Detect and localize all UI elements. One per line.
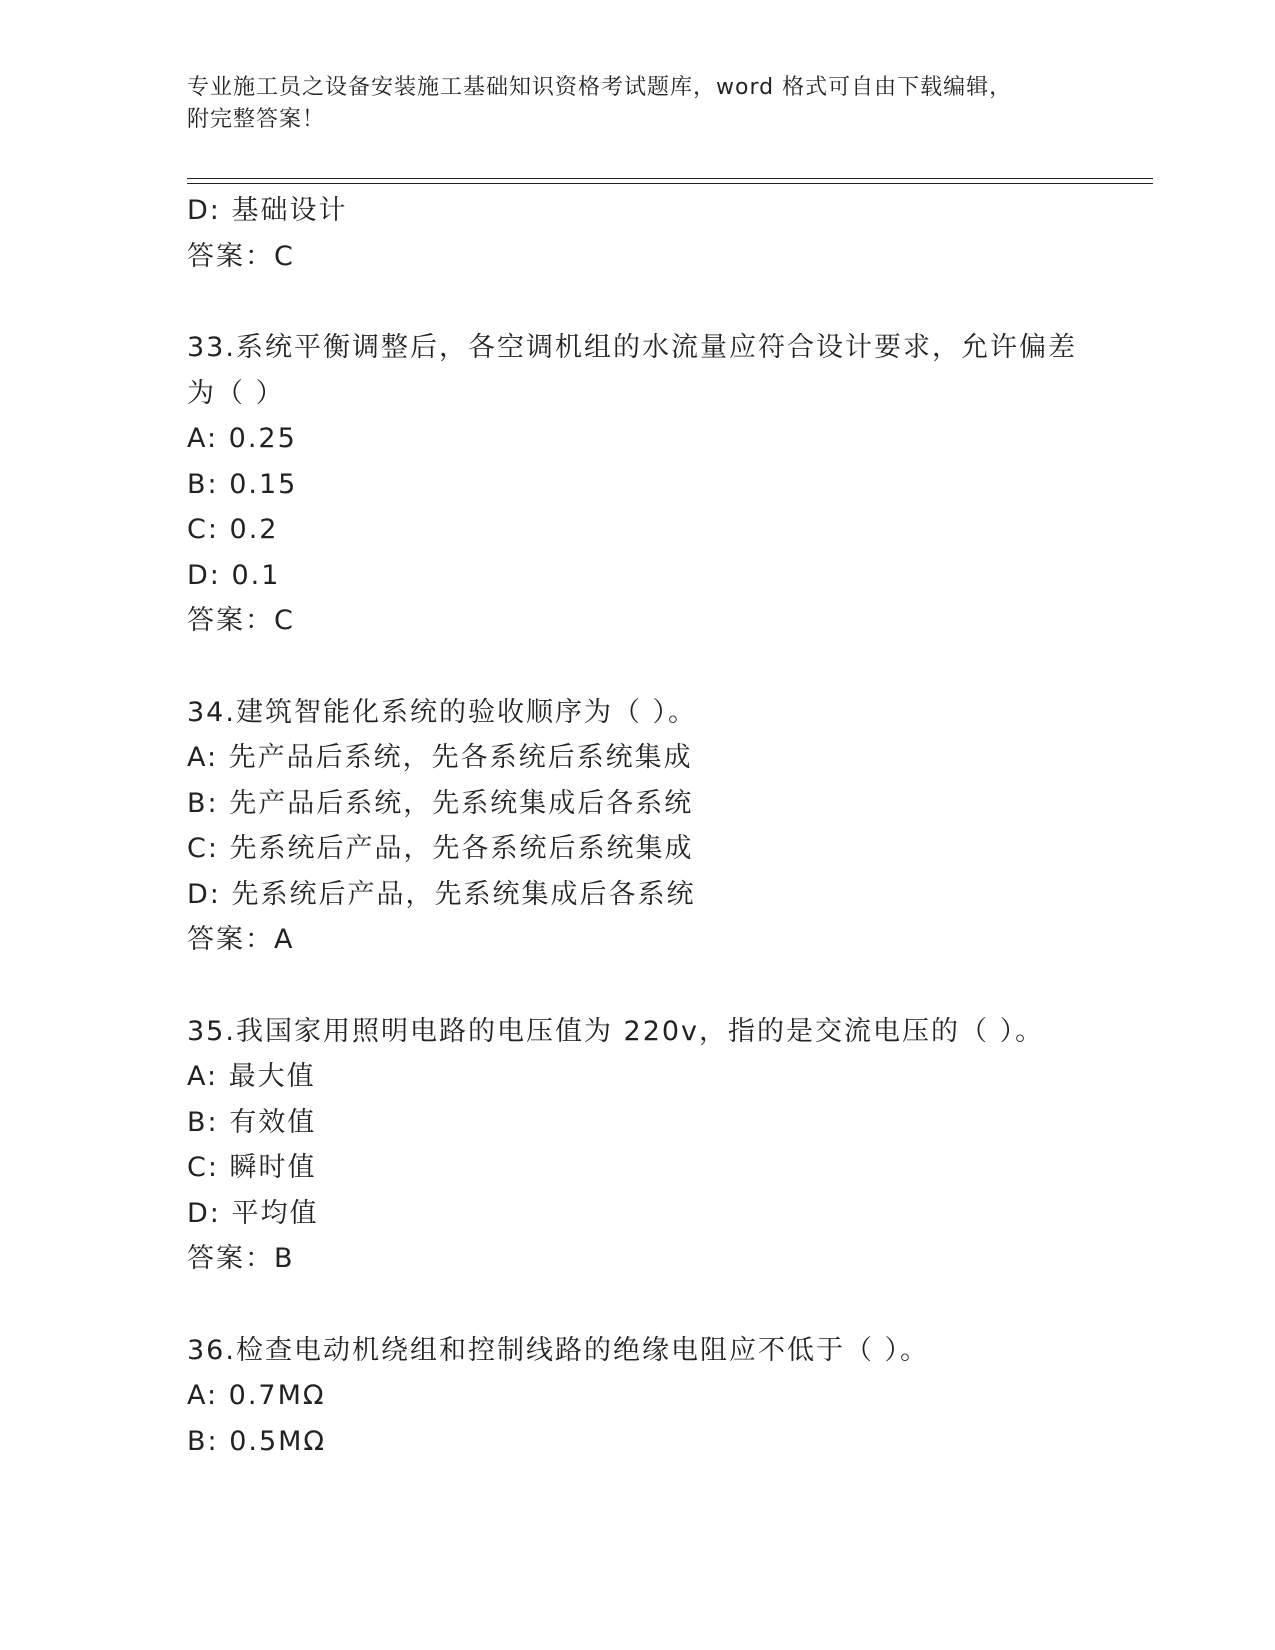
- question-34-stem: 34.建筑智能化系统的验收顺序为（ ）。: [187, 696, 698, 728]
- spacer: [187, 1282, 1153, 1328]
- question-list: [187, 188, 1153, 1464]
- header-divider-top: [187, 178, 1153, 179]
- question-36-option-a: A: 0.7MΩ: [187, 1380, 326, 1411]
- spacer: [187, 644, 1153, 690]
- question-33-option-b: B: 0.15: [187, 468, 298, 500]
- header-line-2: 附完整答案！: [187, 107, 326, 132]
- document-header: [187, 72, 1087, 136]
- question-33-answer: 答案：C: [187, 605, 295, 636]
- answer-line: 答案：C: [187, 240, 295, 272]
- header-line-1: 专业施工员之设备安装施工基础知识资格考试题库，word 格式可自由下载编辑，: [187, 75, 1013, 100]
- question-33-option-a: A: 0.25: [187, 423, 297, 454]
- question-33-stem-cont: 为（ ）: [187, 377, 285, 409]
- question-34-answer: 答案：A: [187, 924, 295, 955]
- question-35-option-b: B: 有效值: [187, 1106, 317, 1138]
- question-36-stem: 36.检查电动机绕组和控制线路的绝缘电阻应不低于（ ）。: [187, 1334, 930, 1366]
- question-34-option-d: D: 先系统后产品，先系统集成后各系统: [187, 878, 696, 910]
- question-36-option-b: B: 0.5MΩ: [187, 1425, 327, 1457]
- question-33-option-c: C: 0.2: [187, 514, 279, 545]
- option-d: D: 基础设计: [187, 195, 348, 226]
- header-divider-bottom: [187, 183, 1153, 184]
- question-33-stem: 33.系统平衡调整后，各空调机组的水流量应符合设计要求，允许偏差: [187, 332, 1077, 363]
- question-35-option-d: D: 平均值: [187, 1197, 319, 1229]
- question-34-option-b: B: 先产品后系统，先系统集成后各系统: [187, 787, 694, 819]
- question-35-stem: 35.我国家用照明电路的电压值为 220v，指的是交流电压的（ ）。: [187, 1015, 1045, 1047]
- question-35-answer: 答案：B: [187, 1243, 295, 1274]
- question-33-option-d: D: 0.1: [187, 559, 281, 591]
- spacer: [187, 963, 1153, 1009]
- question-35-option-c: C: 瞬时值: [187, 1152, 317, 1183]
- question-34-option-a: A: 先产品后系统，先各系统后系统集成: [187, 742, 693, 773]
- question-34-option-c: C: 先系统后产品，先各系统后系统集成: [187, 833, 694, 864]
- question-35-option-a: A: 最大值: [187, 1061, 316, 1092]
- spacer: [187, 279, 1153, 325]
